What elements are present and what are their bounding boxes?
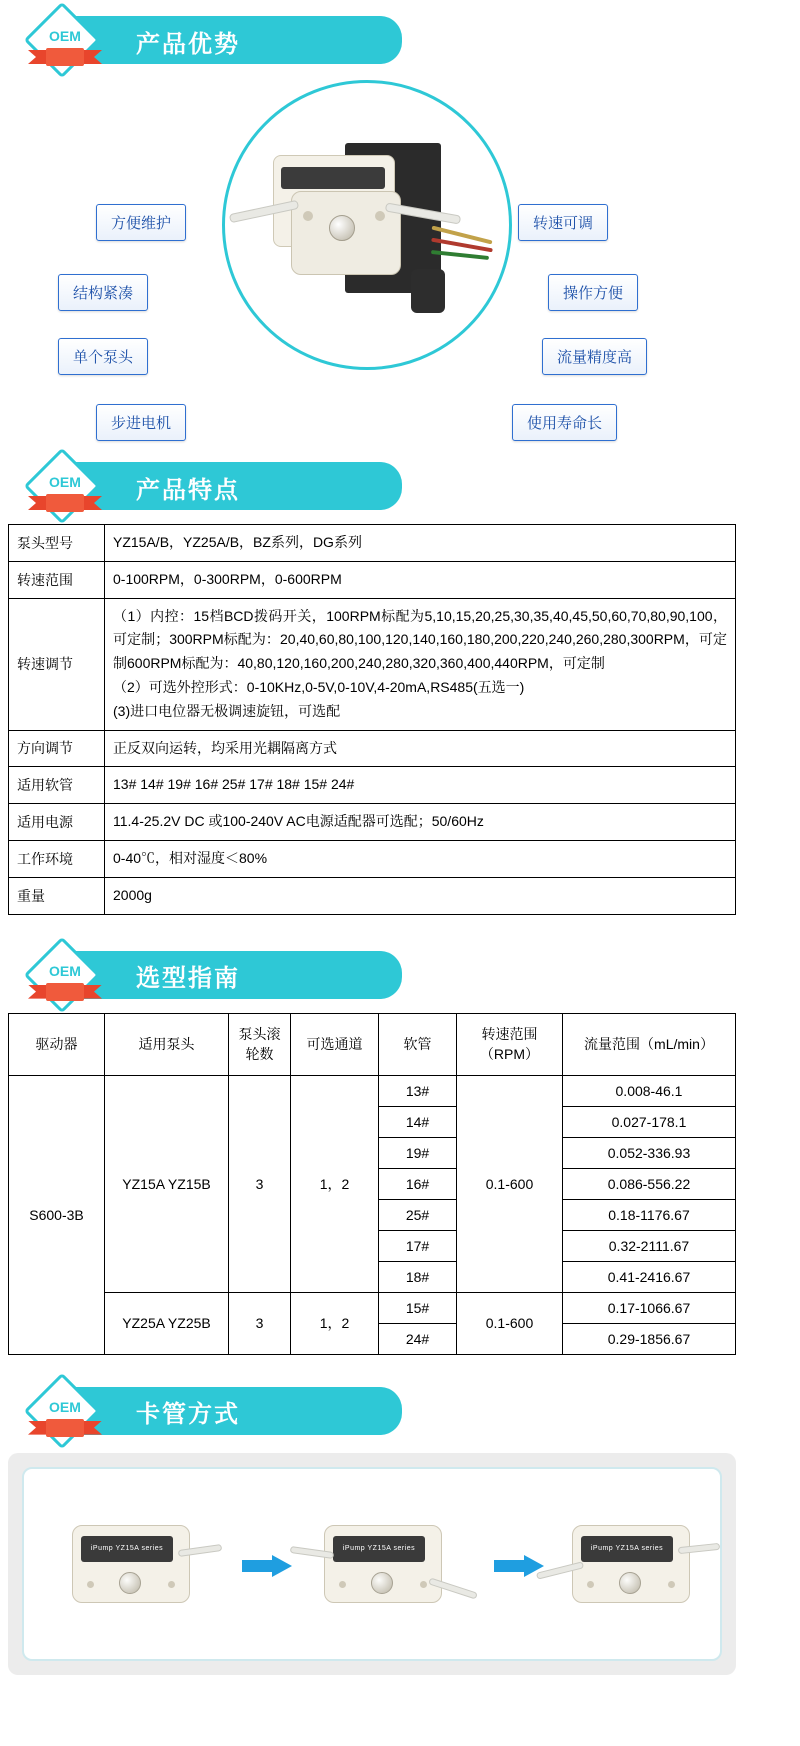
spec-value: 0-40℃，相对湿度＜80%	[105, 840, 736, 877]
advantage-tag-4: 步进电机	[96, 404, 186, 441]
oem-label: OEM	[49, 474, 81, 490]
table-header-row	[9, 1013, 736, 1075]
pump-screw-left	[87, 1581, 94, 1588]
spec-value: 11.4-25.2V DC 或100-240V AC电源适配器可选配；50/60Hz	[105, 804, 736, 841]
spec-label: 重量	[9, 877, 105, 914]
pump-screw-right	[668, 1581, 675, 1588]
spec-line-2: （2）可选外控形式：0-10KHz,0-5V,0-10V,4-20mA,RS485(五选一)	[113, 678, 525, 695]
spec-line-3: (3)进口电位器无极调速旋钮，可选配	[113, 702, 341, 719]
ribbon-icon	[28, 494, 102, 516]
section-title-selection: 选型指南	[136, 965, 240, 993]
cell-flow: 0.29-1856.67	[563, 1323, 736, 1354]
section-banner-install	[16, 1381, 800, 1443]
spec-label: 工作环境	[9, 840, 105, 877]
cell-rollers: 3	[229, 1075, 291, 1292]
ribbon-icon	[28, 48, 102, 70]
cell-driver: S600-3B	[9, 1075, 105, 1354]
table-row	[9, 877, 736, 914]
spec-label: 适用软管	[9, 767, 105, 804]
section-banner-selection	[16, 945, 800, 1007]
pump-label: iPump YZ15A series	[333, 1536, 425, 1562]
cell-flow: 0.18-1176.67	[563, 1199, 736, 1230]
table-row	[9, 767, 736, 804]
arrow-shaft	[494, 1560, 526, 1572]
table-row	[9, 1075, 736, 1106]
advantage-tag-5: 转速可调	[518, 204, 608, 241]
oem-badge	[26, 456, 104, 518]
install-step-1	[72, 1525, 190, 1603]
col-header-driver: 驱动器	[9, 1013, 105, 1075]
pump-label: iPump YZ15A series	[581, 1536, 673, 1562]
table-row	[9, 840, 736, 877]
pump-name-plate	[281, 167, 385, 189]
spec-label: 转速范围	[9, 561, 105, 598]
ribbon-center	[46, 983, 84, 1001]
table-row	[9, 804, 736, 841]
spec-label: 转速调节	[9, 598, 105, 730]
ribbon-icon	[28, 983, 102, 1005]
cell-flow: 0.41-2416.67	[563, 1261, 736, 1292]
product-photo-circle	[222, 80, 512, 370]
advantage-tag-2: 结构紧凑	[58, 274, 148, 311]
cell-tube: 16#	[379, 1168, 457, 1199]
table-row	[9, 525, 736, 562]
cell-tube: 18#	[379, 1261, 457, 1292]
cell-tube: 14#	[379, 1106, 457, 1137]
pump-screw-right	[420, 1581, 427, 1588]
pump-knob	[119, 1572, 141, 1594]
pump-knob	[371, 1572, 393, 1594]
advantage-tag-1: 方便维护	[96, 204, 186, 241]
col-header-channels: 可选通道	[291, 1013, 379, 1075]
pump-screw-left	[587, 1581, 594, 1588]
oem-badge	[26, 1381, 104, 1443]
pump-label: iPump YZ15A series	[81, 1536, 173, 1562]
oem-badge	[26, 945, 104, 1007]
section-title-install: 卡管方式	[136, 1401, 240, 1429]
table-row	[9, 561, 736, 598]
section-title-features: 产品特点	[136, 476, 240, 504]
advantage-tag-3: 单个泵头	[58, 338, 148, 375]
cell-flow: 0.027-178.1	[563, 1106, 736, 1137]
pump-body	[572, 1525, 690, 1603]
advantage-tag-8: 使用寿命长	[512, 404, 617, 441]
oem-label: OEM	[49, 1398, 81, 1415]
arrow-head	[272, 1555, 292, 1577]
spec-value: 2000g	[105, 877, 736, 914]
spec-value-multiline	[105, 598, 736, 730]
pump-screw-left	[339, 1581, 346, 1588]
cell-tube: 13#	[379, 1075, 457, 1106]
oem-label: OEM	[49, 28, 81, 44]
oem-label: OEM	[49, 962, 81, 979]
col-header-tube: 软管	[379, 1013, 457, 1075]
ribbon-icon	[28, 1419, 102, 1441]
spec-line-1: （1）内控：15档BCD拨码开关，100RPM标配为5,10,15,20,25,30,35,40,45,50,60,70,80,90,100，可定制；300RPM标配为：20,40,60,80,100,120,140,160,180,200,220,240,260,280,300RPM，可定制600RPM标配为：40,80,120,160,200,240,280,320,360,400,440RPM，可定制	[113, 607, 727, 672]
oem-badge	[26, 10, 104, 72]
pump-body	[72, 1525, 190, 1603]
advantage-tag-6: 操作方便	[548, 274, 638, 311]
install-step-3	[572, 1525, 690, 1603]
spec-value: 正反双向运转，均采用光耦隔离方式	[105, 730, 736, 767]
motor-cylinder	[411, 269, 445, 313]
install-inner-frame	[22, 1467, 722, 1661]
table-row	[9, 1292, 736, 1323]
cell-flow: 0.086-556.22	[563, 1168, 736, 1199]
cell-channels: 1，2	[291, 1292, 379, 1354]
install-illustration-panel	[8, 1453, 736, 1675]
cell-tube: 19#	[379, 1137, 457, 1168]
cell-rollers: 3	[229, 1292, 291, 1354]
arrow-shaft	[242, 1560, 274, 1572]
table-row	[9, 598, 736, 730]
ribbon-center	[46, 494, 84, 512]
col-header-pump-head: 适用泵头	[105, 1013, 229, 1075]
cell-tube: 15#	[379, 1292, 457, 1323]
spec-value: YZ15A/B，YZ25A/B，BZ系列，DG系列	[105, 525, 736, 562]
section-banner-advantages	[16, 10, 800, 72]
pump-screw-right	[168, 1581, 175, 1588]
cell-flow: 0.052-336.93	[563, 1137, 736, 1168]
cell-tube: 17#	[379, 1230, 457, 1261]
cell-tube: 24#	[379, 1323, 457, 1354]
selection-table	[8, 1013, 736, 1355]
pump-knob	[619, 1572, 641, 1594]
pump-rotor-knob	[329, 215, 355, 241]
cell-channels: 1，2	[291, 1075, 379, 1292]
cell-pump-head: YZ15A YZ15B	[105, 1075, 229, 1292]
install-step-2	[324, 1525, 442, 1603]
spec-label: 方向调节	[9, 730, 105, 767]
pump-body	[324, 1525, 442, 1603]
col-header-speed-range: 转速范围（RPM）	[457, 1013, 563, 1075]
arrow-icon-1	[242, 1555, 294, 1577]
section-banner-features	[16, 456, 800, 518]
cell-tube: 25#	[379, 1199, 457, 1230]
spec-value: 0-100RPM，0-300RPM，0-600RPM	[105, 561, 736, 598]
col-header-rollers: 泵头滚轮数	[229, 1013, 291, 1075]
cell-speed-range: 0.1-600	[457, 1292, 563, 1354]
col-header-flow-range: 流量范围（mL/min）	[563, 1013, 736, 1075]
cell-pump-head: YZ25A YZ25B	[105, 1292, 229, 1354]
spec-label: 适用电源	[9, 804, 105, 841]
cell-flow: 0.32-2111.67	[563, 1230, 736, 1261]
pump-screw-left	[303, 211, 313, 221]
advantages-hero	[0, 76, 800, 432]
ribbon-center	[46, 48, 84, 66]
section-title-advantages: 产品优势	[136, 30, 240, 58]
cell-speed-range: 0.1-600	[457, 1075, 563, 1292]
advantage-tag-7: 流量精度高	[542, 338, 647, 375]
cell-flow: 0.17-1066.67	[563, 1292, 736, 1323]
ribbon-center	[46, 1419, 84, 1437]
pump-screw-right	[375, 211, 385, 221]
spec-value: 13# 14# 19# 16# 25# 17# 18# 15# 24#	[105, 767, 736, 804]
cell-flow: 0.008-46.1	[563, 1075, 736, 1106]
spec-label: 泵头型号	[9, 525, 105, 562]
spec-table	[8, 524, 736, 915]
table-row	[9, 730, 736, 767]
